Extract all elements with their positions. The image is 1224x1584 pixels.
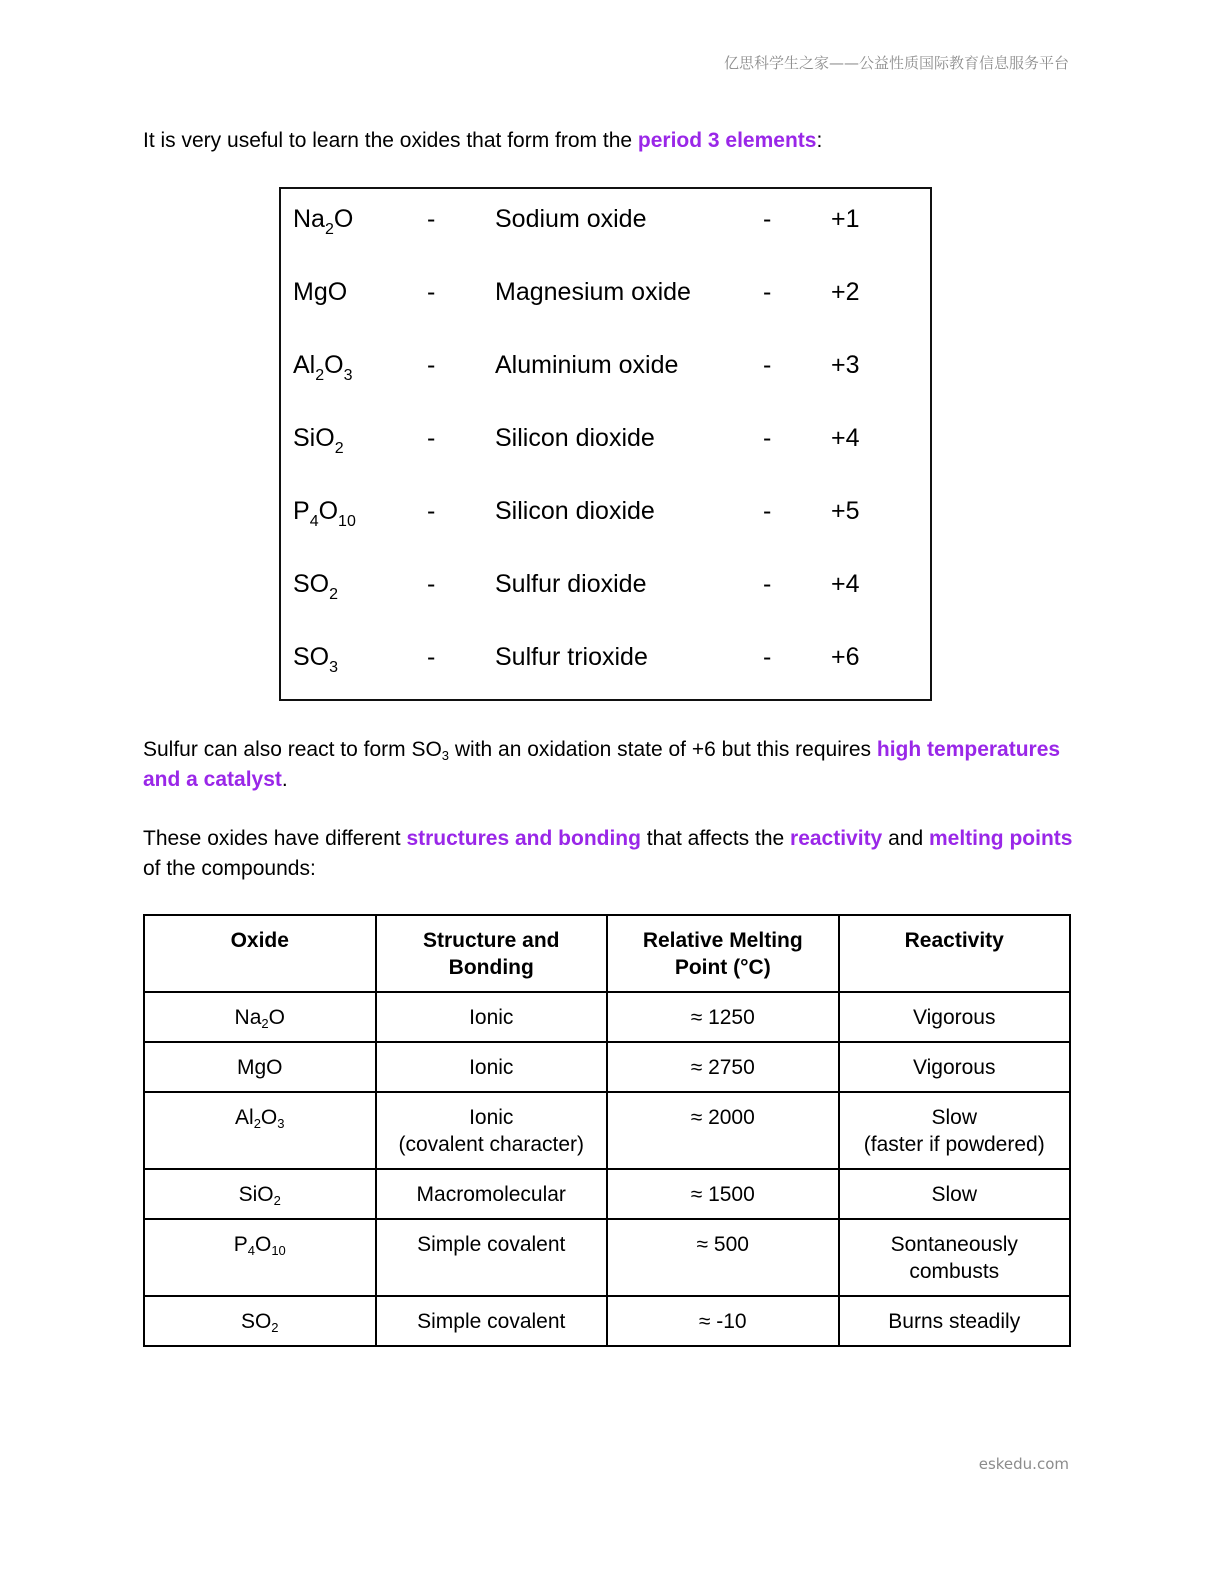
oxide-name: Silicon dioxide [495, 424, 655, 452]
cell-structure: Ionic [376, 992, 608, 1042]
cell-reactivity: Burns steadily [839, 1296, 1071, 1346]
intro-paragraph [143, 126, 1083, 156]
cell-structure: Simple covalent [376, 1219, 608, 1296]
cell-oxide: SiO$_2$ [144, 1169, 376, 1219]
intro-text: It is very useful to learn the oxides that form from the [143, 129, 638, 152]
oxide-formula: SiO$_2$ [293, 424, 344, 457]
oxide-name: Silicon dioxide [495, 497, 655, 525]
oxide-list-row [281, 564, 930, 604]
header-melting-point: Relative Melting Point (°C) [607, 915, 839, 992]
separator-dash: - [763, 351, 772, 379]
oxide-list-box [279, 187, 932, 701]
table-header-row [144, 915, 1070, 992]
cell-reactivity: Sontaneously combusts [839, 1219, 1071, 1296]
intro-highlight: period 3 elements [637, 129, 817, 152]
separator-dash: - [763, 643, 772, 671]
cell-reactivity: Slow (faster if powdered) [839, 1092, 1071, 1169]
oxide-name: Sulfur trioxide [495, 643, 648, 671]
oxidation-state: +2 [831, 278, 860, 306]
table-row [144, 1169, 1070, 1219]
oxide-name: Aluminium oxide [495, 351, 679, 379]
oxide-formula: $SO_3$ [293, 643, 339, 676]
cell-oxide: $Al_2O_3$ [144, 1092, 376, 1169]
cell-structure: Macromolecular [376, 1169, 608, 1219]
separator-dash: - [763, 278, 772, 306]
separator-dash: - [763, 570, 772, 598]
oxide-name: Sulfur dioxide [495, 570, 647, 598]
separator-dash: - [763, 205, 772, 233]
oxidation-state: +1 [831, 205, 860, 233]
intro-colon: : [816, 129, 823, 152]
oxide-list-row [281, 199, 930, 239]
oxide-name: Magnesium oxide [495, 278, 691, 306]
separator-dash: - [763, 497, 772, 525]
oxide-formula: MgO [293, 278, 348, 306]
separator-dash: - [763, 424, 772, 452]
oxidation-state: +5 [831, 497, 860, 525]
oxide-list-row [281, 272, 930, 312]
cell-structure: Ionic (covalent character) [376, 1092, 608, 1169]
sulfur-paragraph: Sulfur can also react to form $SO_3$ with an oxidation state of +6 but this requires high temperatures and a catalyst. [143, 738, 1061, 791]
oxide-list-row [281, 491, 930, 531]
oxidation-state: +4 [831, 570, 860, 598]
oxidation-state: +6 [831, 643, 860, 671]
header-reactivity: Reactivity [839, 915, 1071, 992]
oxide-name: Sodium oxide [495, 205, 647, 233]
table-row [144, 992, 1070, 1042]
cell-melting-point: ≈ 2000 [607, 1092, 839, 1169]
sulfur-highlight: high temperatures and a catalyst [143, 738, 1061, 791]
separator-dash: - [427, 278, 436, 306]
oxide-formula: $Al_2O_3$ [293, 351, 353, 384]
page-footer: eskedu.com [978, 1455, 1069, 1473]
cell-oxide: $P_4O_{10}$ [144, 1219, 376, 1296]
oxide-list-row [281, 345, 930, 385]
cell-reactivity: Vigorous [839, 1042, 1071, 1092]
cell-melting-point: ≈ 500 [607, 1219, 839, 1296]
cell-structure: Simple covalent [376, 1296, 608, 1346]
cell-melting-point: ≈ 2750 [607, 1042, 839, 1092]
cell-reactivity: Slow [839, 1169, 1071, 1219]
oxide-list-row [281, 637, 930, 677]
cell-melting-point: ≈ -10 [607, 1296, 839, 1346]
header-structure: Structure and Bonding [376, 915, 608, 992]
separator-dash: - [427, 643, 436, 671]
separator-dash: - [427, 497, 436, 525]
cell-melting-point: ≈ 1250 [607, 992, 839, 1042]
table-row [144, 1219, 1070, 1296]
page-header: 亿思科学生之家——公益性质国际教育信息服务平台 [723, 54, 1069, 72]
oxides-paragraph: These oxides have different structures and bonding that affects the reactivity and melting points of the compounds: [143, 827, 1073, 880]
separator-dash: - [427, 570, 436, 598]
cell-oxide: $SO_2$ [144, 1296, 376, 1346]
separator-dash: - [427, 424, 436, 452]
cell-structure: Ionic [376, 1042, 608, 1092]
table-row [144, 1296, 1070, 1346]
separator-dash: - [427, 351, 436, 379]
oxide-formula: $Na_2O$ [293, 205, 354, 238]
oxidation-state: +3 [831, 351, 860, 379]
oxide-formula: $P_4O_{10}$ [293, 497, 356, 530]
oxide-formula: $SO_2$ [293, 570, 339, 603]
table-row [144, 1092, 1070, 1169]
header-oxide: Oxide [144, 915, 376, 992]
table-row [144, 1042, 1070, 1092]
cell-melting-point: ≈ 1500 [607, 1169, 839, 1219]
cell-oxide: MgO [144, 1042, 376, 1092]
oxide-list-row [281, 418, 930, 458]
oxide-properties-table [143, 914, 1071, 1347]
oxidation-state: +4 [831, 424, 860, 452]
cell-reactivity: Vigorous [839, 992, 1071, 1042]
cell-oxide: $Na_2O$ [144, 992, 376, 1042]
separator-dash: - [427, 205, 436, 233]
